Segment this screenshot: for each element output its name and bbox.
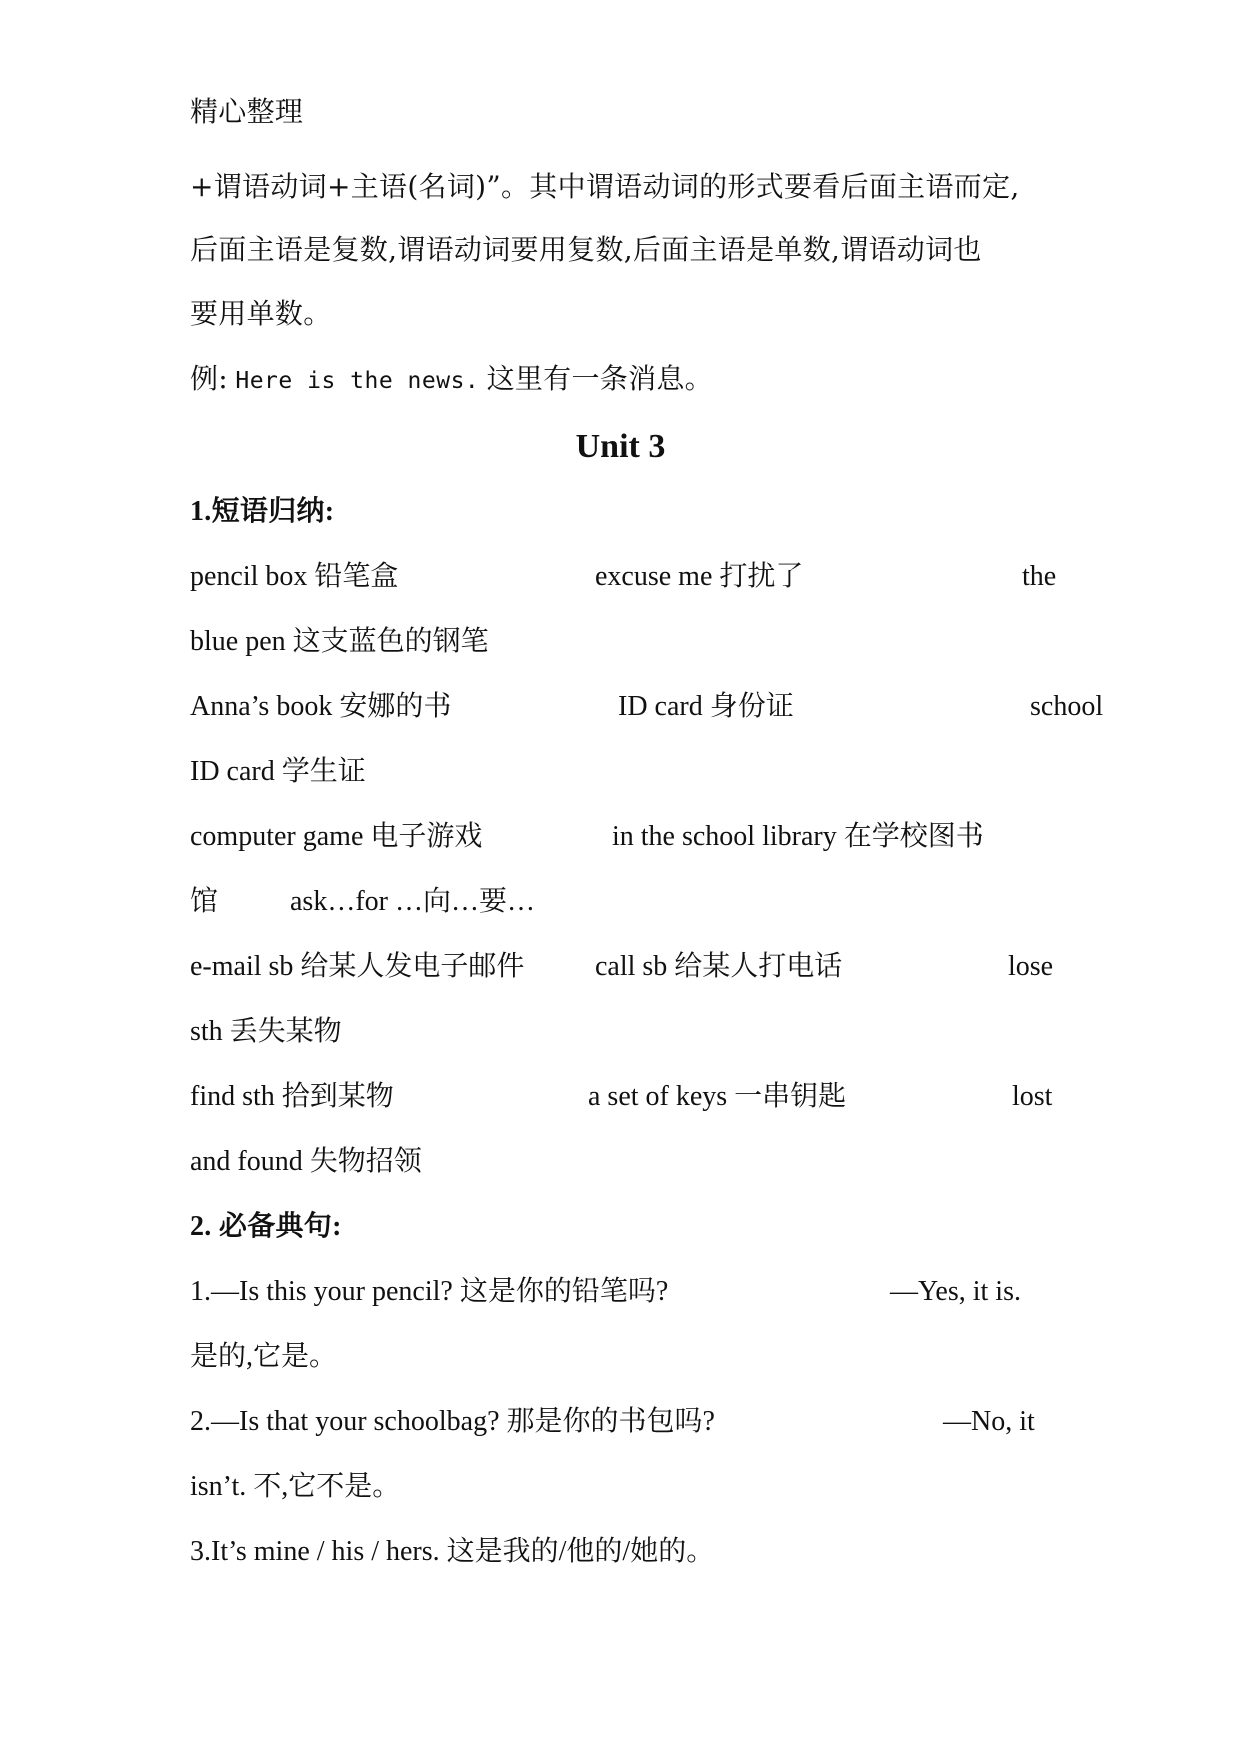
phrase-school: school	[1030, 691, 1104, 722]
phrase-id-card: ID card 身份证	[618, 691, 794, 722]
sentence-1-answer: —Yes, it is.	[890, 1276, 1021, 1307]
phrase-the: the	[1022, 561, 1057, 592]
sentence-2-translation: isn’t. 不,它不是。	[190, 1471, 401, 1502]
intro-line-1: +谓语动词+主语(名词)”。其中谓语动词的形式要看后面主语而定,	[190, 170, 1020, 203]
phrase-ask-for: ask…for …向…要…	[290, 886, 535, 917]
phrase-blue-pen: blue pen 这支蓝色的钢笔	[190, 626, 489, 657]
sentence-2-answer: —No, it	[943, 1406, 1035, 1437]
phrase-set-of-keys: a set of keys 一串钥匙	[588, 1081, 847, 1112]
example-prefix: 例:	[190, 362, 229, 395]
example-chinese: 这里有一条消息。	[486, 362, 713, 395]
phrase-student-id: ID card 学生证	[190, 756, 366, 787]
example-english: Here is the news.	[235, 368, 480, 394]
unit-title: Unit 3	[575, 428, 666, 465]
phrase-computer-game: computer game 电子游戏	[190, 821, 483, 852]
phrase-call-sb: call sb 给某人打电话	[595, 951, 843, 982]
example-line	[190, 357, 713, 401]
phrase-email-sb: e-mail sb 给某人发电子邮件	[190, 951, 525, 982]
phrase-excuse-me: excuse me 打扰了	[595, 561, 804, 592]
phrase-lost-and-found: and found 失物招领	[190, 1146, 422, 1177]
intro-line-2: 后面主语是复数,谓语动词要用复数,后面主语是单数,谓语动词也	[190, 233, 982, 266]
sentence-1-question: 1.—Is this your pencil? 这是你的铅笔吗?	[190, 1276, 669, 1307]
sentence-1-translation: 是的,它是。	[190, 1341, 338, 1372]
phrase-lose-sth: sth 丢失某物	[190, 1016, 342, 1047]
phrase-lose: lose	[1008, 951, 1054, 982]
phrase-pencil-box: pencil box 铅笔盒	[190, 561, 399, 592]
phrase-annas-book: Anna’s book 安娜的书	[190, 691, 452, 722]
header-label: 精心整理	[190, 95, 304, 128]
section1-heading: 1.短语归纳:	[190, 496, 335, 527]
sentence-2-question: 2.—Is that your schoolbag? 那是你的书包吗?	[190, 1406, 715, 1437]
sentence-3: 3.It’s mine / his / hers. 这是我的/他的/她的。	[190, 1536, 715, 1567]
intro-line-3: 要用单数。	[190, 297, 332, 330]
phrase-find-sth: find sth 拾到某物	[190, 1081, 394, 1112]
phrase-school-library: in the school library 在学校图书	[612, 821, 984, 852]
phrase-library-cont: 馆	[190, 886, 219, 917]
phrase-lost: lost	[1012, 1081, 1053, 1112]
section2-heading: 2. 必备典句:	[190, 1211, 342, 1242]
